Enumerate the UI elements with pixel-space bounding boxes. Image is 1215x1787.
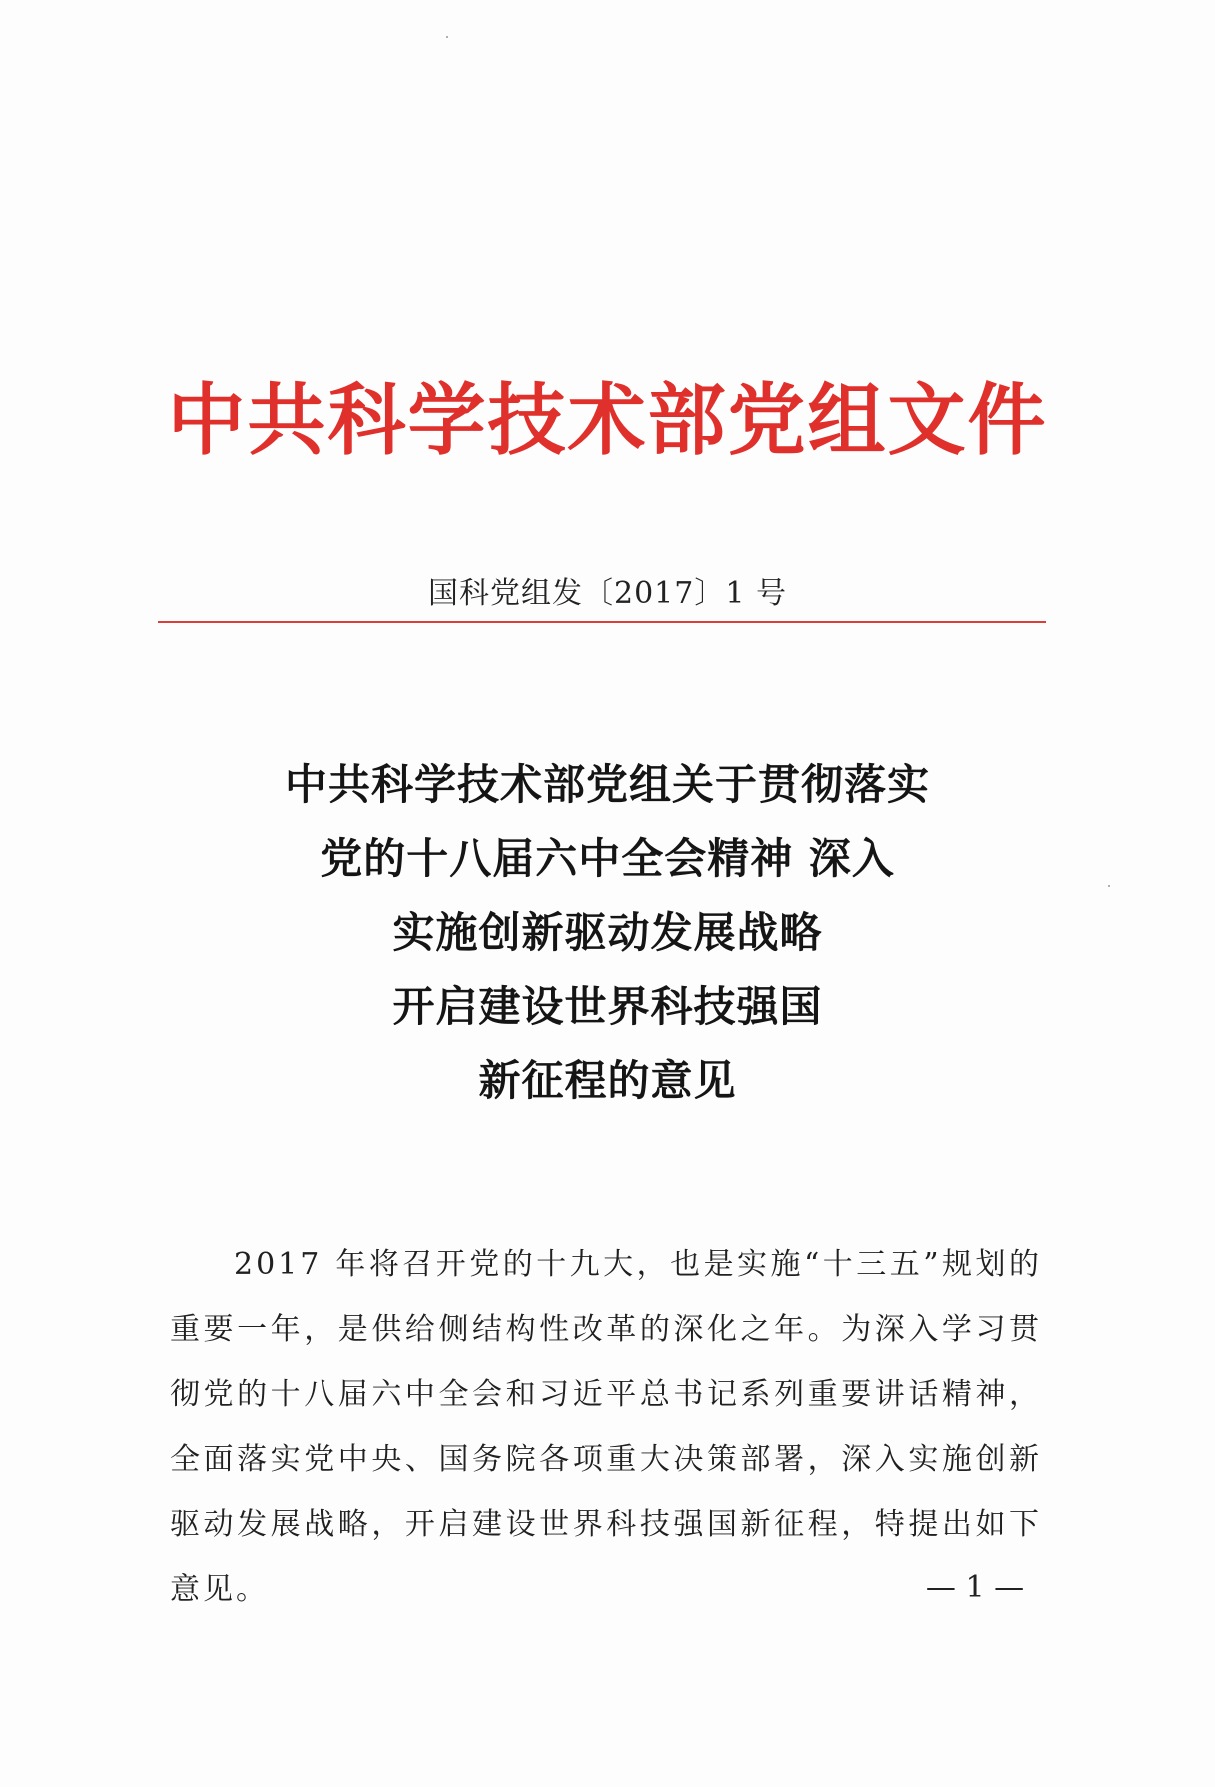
title-line: 实施创新驱动发展战略 (392, 908, 823, 957)
title-line: 中共科学技术部党组关于贯彻落实 (284, 760, 930, 809)
scan-speck (446, 36, 448, 38)
title-line: 新征程的意见 (478, 1056, 737, 1105)
red-divider-line (158, 621, 1046, 623)
page-number: — 1 — (925, 1570, 1025, 1605)
body-paragraph: 2017 年将召开党的十九大，也是实施“十三五”规划的重要一年，是供给侧结构性改革的深化之年。为深入学习贯彻党的十八届六中全会和习近平总书记系列重要讲话精神，全面落实党中央、国务院各项重大决策部署，深入实施创新驱动发展战略，开启建设世界科技强国新征程，特提出如下意见。 (170, 1247, 1042, 1607)
document-number: 国科党组发〔2017〕1 号 (428, 576, 787, 611)
document-title (0, 748, 1215, 1118)
title-line: 党的十八届六中全会精神 深入 (320, 834, 895, 883)
document-masthead: 中共科学技术部党组文件 (167, 376, 1048, 466)
title-line: 开启建设世界科技强国 (392, 982, 823, 1031)
